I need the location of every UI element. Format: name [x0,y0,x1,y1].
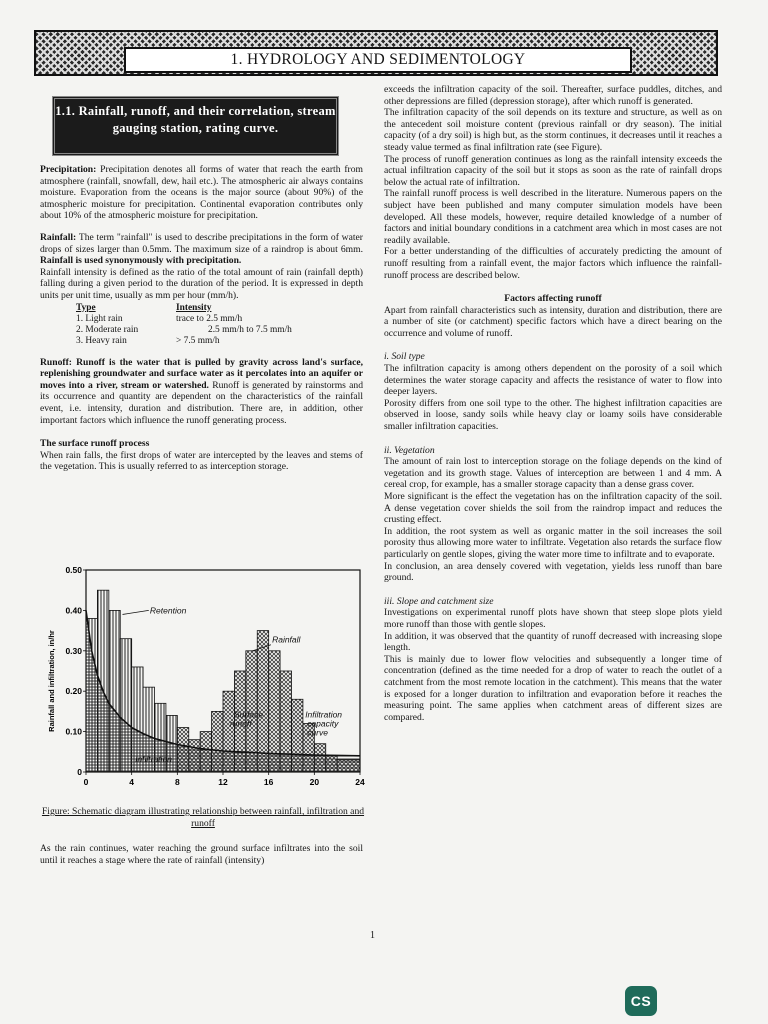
vegetation-paragraph-3: In addition, the root system as well as organic matter in the soil increases the soil porosity thus allowing more water to infiltrate. Vegetation also retards the surface flow particularly on gentle slopes, giving the water more time to infiltrate and to evaporate. [384,525,722,560]
table-header-type: Type [76,302,96,313]
section-title: 1.1. Rainfall, runoff, and their correlation, stream gauging station, rating curve. [52,96,339,156]
precipitation-label: Precipitation: [40,164,97,175]
x-tick-label: 24 [355,777,365,787]
leader-retention [123,610,149,614]
x-tick-label: 12 [218,777,228,787]
factors-heading: Factors affecting runoff [504,293,602,305]
vegetation-heading: ii. Vegetation [384,444,435,456]
chapter-banner [34,30,718,76]
right-paragraph-2: The infiltration capacity of the soil depends on its texture and structure, as well as on the antecedent soil moisture content (previous rainfall or dry season). The initial capacity (of a dry soil) is high but, as the storm continues, it decreases until it reaches a steady value termed as final infiltration rate (see Figure). [384,107,722,153]
table-cell: > 7.5 mm/h [176,335,220,346]
left-bottom-paragraph: As the rain continues, water reaching the ground surface infiltrates into the soil until it reaches a stage where the rate of rainfall (intensity) [40,843,363,866]
y-tick-label: 0.50 [65,565,82,575]
x-tick-label: 20 [309,777,320,787]
y-tick-label: 0.30 [65,645,82,656]
x-tick-label: 4 [129,777,135,787]
intensity-table [76,303,292,347]
runoff-text: Runoff is generated by rainstorms and its occurrence and quantity are dependent on the characteristics of the rainfall event, i.e. intensity, duration and distribution. There are, in addition, other important factors which influence the runoff generating process. [40,379,364,426]
x-tick-label: 16 [263,777,274,787]
vegetation-paragraph-1: The amount of rain lost to interception storage on the foliage depends on the kind of vegetation and its growth stage. Values of interception are between 1 and 4 mm. A cereal crop, for example, has a smaller storage capacity than a dense grass cover. [384,456,722,491]
runoff-paragraph [40,357,363,427]
surface-runoff-text: When rain falls, the first drops of water are intercepted by the leaves and stems of the vegetation. This is usually referred to as interception storage. [40,449,363,473]
left-column-bottom [40,843,363,866]
annotation-infiltration-capacity: Infiltration capacity curve [305,709,343,738]
x-tick-label: 8 [174,777,180,787]
x-axis-ticks [84,772,365,787]
rainfall-label: Rainfall: [40,231,77,243]
figure-caption: Figure: Schematic diagram illustrating relationship between rainfall, infiltration and runoff [41,806,365,829]
rainfall-bar [257,631,268,772]
annotation-retention: Retention [149,605,187,616]
slope-paragraph-1: Investigations on experimental runoff plots have shown that steep slope plots yield more runoff than those with gentle slopes. [384,607,722,630]
annotation-rainfall: Rainfall [272,634,301,645]
table-cell: 1. Light rain [76,313,123,324]
vegetation-paragraph-2: More significant is the effect the vegetation has on the infiltration capacity of the soil. A dense vegetation cover shields the soil from the raindrop impact and reduces the crusting effect. [384,491,722,526]
soil-paragraph-2: Porosity differs from one soil type to the other. The highest infiltration capacities are observed in loose, sandy soils while heavy clay or loamy soils have considerable smaller infiltration capacities. [384,397,722,433]
soil-paragraph-1: The infiltration capacity is among others dependent on the porosity of a soil which determines the water storage capacity and affects the resistance of water to flow into deeper layers. [384,363,722,398]
camscanner-logo: CS [625,986,657,1016]
y-tick-label: 0.20 [65,686,82,697]
table-cell: trace to 2.5 mm/h [176,313,243,324]
y-axis-ticks [65,565,86,777]
y-axis-label: Rainfall and infiltration, in/hr [47,630,56,732]
annotation-surface-runoff: Surface runoff [229,709,264,729]
y-tick-label: 0.40 [65,605,82,616]
chapter-title: 1. HYDROLOGY AND SEDIMENTOLOGY [124,47,632,73]
slope-heading: iii. Slope and catchment size [384,595,494,607]
right-column [384,84,722,723]
table-cell: 2. Moderate rain [76,324,139,335]
right-paragraph-4: The rainfall runoff process is well described in the literature. Numerous papers on the subject have been published and many computer simulation models have been developed. All these models, however, require detailed knowledge of a number of factors and initial boundary conditions in a catchment area which in most cases are not readily available. [384,188,722,246]
y-tick-label: 0.10 [65,726,82,737]
page-number: 1 [370,930,375,941]
soil-heading: i. Soil type [384,351,425,363]
surface-runoff-heading: The surface runoff process [40,438,150,450]
annotation-infiltration: Infiltration [135,753,172,764]
table-cell: 2.5 mm/h to 7.5 mm/h [208,324,292,335]
table-header-row [76,303,292,314]
x-tick-label: 0 [83,777,89,787]
intensity-paragraph: Rainfall intensity is defined as the ratio of the total amount of rain (rainfall depth) falling during a given period to the duration of the period. It is expressed in depth units per unit time, usually as mm per hour (mm/h). [40,266,363,301]
rainfall-infiltration-chart [40,560,366,806]
table-row [76,336,292,347]
vegetation-paragraph-4: In conclusion, an area densely covered with vegetation, yields less runoff than bare ground. [384,560,722,584]
rainfall-paragraph [40,232,363,267]
table-row [76,325,292,336]
right-paragraph-5: For a better understanding of the difficulties of accurately predicting the amount of runoff resulting from a rainfall event, the major factors which influence the rainfall-runoff process are described below. [384,246,722,281]
slope-paragraph-3: This is mainly due to lower flow velocities and subsequently a longer time of concentration (defined as the time needed for a drop of water to reach the outlet of a catchment from the most remote location in the catchment). This means that the water is exposed for a longer duration to infiltration and evaporation before it reaches the measuring point. The same applies when catchment areas of different sizes are compared. [384,653,722,723]
rainfall-bold-text: Rainfall is used synonymously with precipitation. [40,255,242,267]
precipitation-text: Precipitation denotes all forms of water that reach the earth from atmosphere (rainfall, snowfall, dew, hail etc.). The atmospheric air always contains moisture. Evaporation from the oceans is the major source (about 90%) of the atmospheric moisture for precipitation. Continental evaporation contributes only about 10% of the atmospheric moisture for precipitation. [40,164,363,222]
rainfall-text: The term "rainfall" is used to describe precipitations in the form of water drops of sizes larger than 0.5mm. The maximum size of a raindrop is about 6mm. [40,231,363,255]
y-tick-label: 0 [77,767,82,777]
right-paragraph-1: exceeds the infiltration capacity of the soil. Thereafter, surface puddles, ditches, and other depressions are filled (depression storage), after which runoff is generated. [384,84,722,107]
right-paragraph-3: The process of runoff generation continues as long as the rainfall intensity exceeds the actual infiltration capacity of the soil but it stops as soon as the rate of rainfall drops below the actual rate of infiltration. [384,153,722,188]
table-row [76,314,292,325]
runoff-bold-text: Runoff: Runoff is the water that is pulled by gravity across land's surface, replenishing groundwater and surface water as it percolates into an aquifer or moves into a river, stream or watershed. [40,356,363,391]
table-header-intensity: Intensity [176,302,212,313]
left-column [40,164,363,473]
factors-paragraph: Apart from rainfall characteristics such as intensity, duration and distribution, there are a number of site (or catchment) specific factors which have a direct bearing on the occurrence and volume of runoff. [384,304,722,339]
slope-paragraph-2: In addition, it was observed that the quantity of runoff decreased with increasing slope length. [384,630,722,654]
precipitation-paragraph [40,164,363,222]
table-cell: 3. Heavy rain [76,335,127,346]
